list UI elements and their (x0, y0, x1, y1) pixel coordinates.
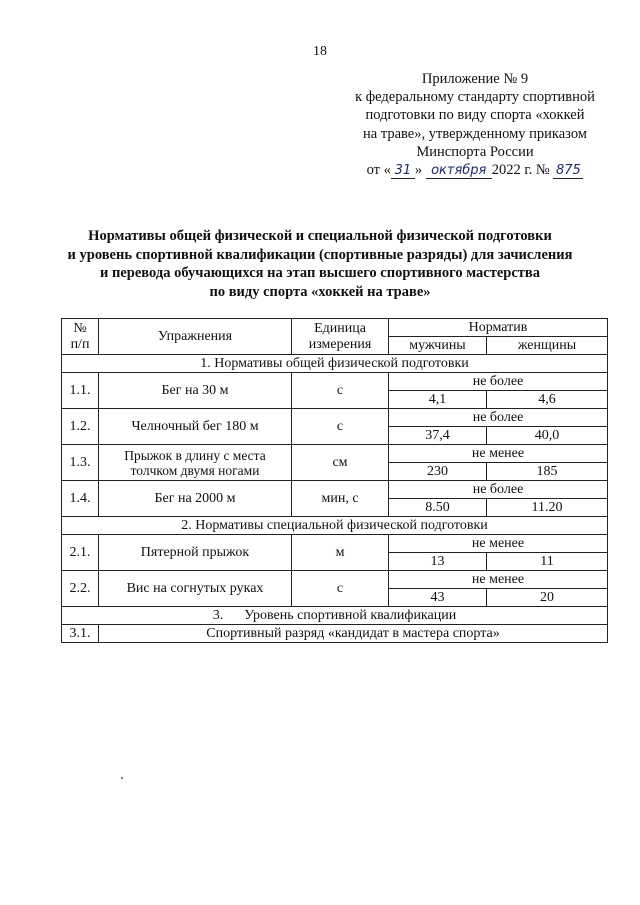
row-men-value: 4,1 (389, 391, 487, 409)
header-norm: Норматив (389, 319, 608, 337)
row-limit: не менее (389, 535, 608, 553)
row-women-value: 20 (487, 589, 608, 607)
table-row (62, 445, 608, 463)
row-num: 1.3. (62, 445, 99, 481)
handwritten-day: 31 (391, 164, 415, 179)
table-row (62, 373, 608, 391)
appendix-line: Приложение № 9 (421, 71, 529, 87)
norms-table (61, 318, 608, 643)
row-limit: не более (389, 409, 608, 427)
table-row (62, 625, 608, 643)
row-num: 1.1. (62, 373, 99, 409)
title-line: и перевода обучающихся на этап высшего спортивного мастерства (100, 265, 540, 281)
row-women-value: 4,6 (487, 391, 608, 409)
row-limit: не более (389, 481, 608, 499)
section-row (62, 355, 608, 373)
appendix-line: к федеральному стандарту спортивной (355, 89, 595, 106)
date-prefix: от « (366, 162, 391, 179)
row-exercise: Бег на 30 м (99, 373, 292, 409)
section-row (62, 517, 608, 535)
order-date-line (330, 161, 620, 179)
row-limit: не более (389, 373, 608, 391)
appendix-line: подготовки по виду спорта «хоккей (365, 107, 585, 124)
table-row (62, 535, 608, 553)
date-mid: » (414, 162, 423, 179)
row-unit: с (292, 409, 389, 445)
row-men-value: 230 (389, 463, 487, 481)
document-title (40, 227, 600, 301)
title-line: по виду спорта «хоккей на траве» (209, 283, 431, 300)
table-header-row (62, 319, 608, 337)
appendix-line: на траве», утвержденному приказом (363, 125, 587, 142)
title-line: Нормативы общей физической и специальной физической подготовки (88, 228, 552, 244)
row-unit: с (292, 571, 389, 607)
row-unit: м (292, 535, 389, 571)
section-title: 2. Нормативы специальной физической подготовки (62, 517, 608, 535)
row-men-value: 13 (389, 553, 487, 571)
row-exercise: Пятерной прыжок (99, 535, 292, 571)
row-exercise: Бег на 2000 м (99, 481, 292, 517)
date-year: 2022 г. № (491, 162, 550, 179)
row-unit: см (292, 445, 389, 481)
row-qualification: Спортивный разряд «кандидат в мастера спорта» (99, 625, 608, 643)
row-exercise: Челночный бег 180 м (99, 409, 292, 445)
appendix-line: Минспорта России (416, 143, 534, 160)
page-number: 18 (313, 44, 327, 59)
row-women-value: 40,0 (487, 427, 608, 445)
table-row (62, 409, 608, 427)
section-title: 1. Нормативы общей физической подготовки (62, 355, 608, 373)
appendix-block (330, 70, 620, 179)
scan-speck (121, 777, 123, 779)
row-unit: с (292, 373, 389, 409)
header-women: женщины (487, 337, 608, 355)
row-men-value: 43 (389, 589, 487, 607)
header-unit: Единица измерения (292, 319, 389, 355)
table-row (62, 481, 608, 499)
title-line: и уровень спортивной квалификации (спортивные разряды) для зачисления (67, 246, 573, 263)
handwritten-order-number: 875 (553, 164, 583, 179)
header-men: мужчины (389, 337, 487, 355)
row-limit: не менее (389, 571, 608, 589)
row-women-value: 185 (487, 463, 608, 481)
header-exercise: Упражнения (99, 319, 292, 355)
header-num: № п/п (62, 319, 99, 355)
row-num: 3.1. (62, 625, 99, 643)
section-title: 3. Уровень спортивной квалификации (62, 607, 608, 625)
row-num: 2.2. (62, 571, 99, 607)
section-row (62, 607, 608, 625)
row-limit: не менее (389, 445, 608, 463)
row-num: 1.4. (62, 481, 99, 517)
row-men-value: 8.50 (389, 499, 487, 517)
handwritten-month: октября (426, 164, 492, 179)
row-women-value: 11 (487, 553, 608, 571)
table-row (62, 571, 608, 589)
row-num: 2.1. (62, 535, 99, 571)
row-num: 1.2. (62, 409, 99, 445)
row-men-value: 37,4 (389, 427, 487, 445)
row-women-value: 11.20 (487, 499, 608, 517)
row-unit: мин, с (292, 481, 389, 517)
row-exercise: Прыжок в длину с места толчком двумя ногами (99, 445, 292, 481)
row-exercise: Вис на согнутых руках (99, 571, 292, 607)
